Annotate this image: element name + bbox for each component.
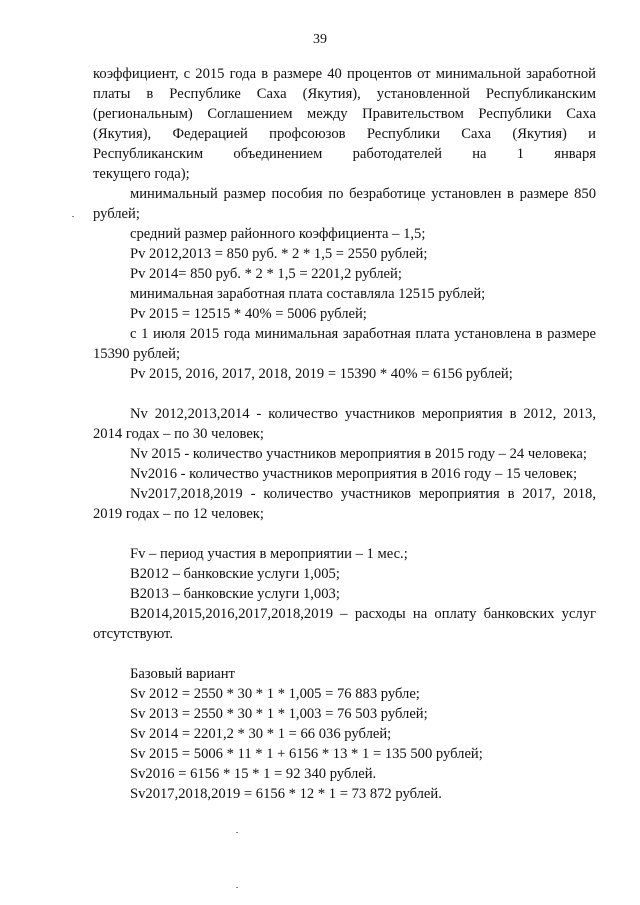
scan-speck (236, 832, 238, 833)
document-body (93, 64, 596, 804)
paragraph-b2012: B2012 – банковские услуги 1,005; (130, 566, 340, 582)
paragraph-coefficient: коэффициент, с 2015 года в размере 40 процентов от минимальной заработной платы в Республике Саха (Якутия), установленной Республиканским (региональным) Соглашением между Правительством Республики Саха (Якутия), Федерацией профсоюзов Республики Саха (Якутия) и Республиканским объединением работодателей на 1 января (93, 66, 596, 162)
paragraph-regional-coefficient: средний размер районного коэффициента – 1,5; (130, 226, 426, 242)
spacer (93, 524, 596, 544)
paragraph-coefficient-tail: текущего года); (93, 166, 190, 182)
scan-speck (236, 887, 238, 888)
formula-sv-2017-2019: Sv2017,2018,2019 = 6156 * 12 * 1 = 73 872 рублей. (130, 786, 442, 802)
paragraph-b2014-2019: B2014,2015,2016,2017,2018,2019 – расходы на оплату банковских услуг отсутствуют. (93, 606, 596, 642)
scan-speck (72, 216, 74, 217)
paragraph-unemployment-benefit: минимальный размер пособия по безработице установлен в размере 850 рублей; (93, 186, 596, 222)
formula-sv-2014: Sv 2014 = 2201,2 * 30 * 1 = 66 036 рублей; (130, 726, 392, 742)
spacer (93, 644, 596, 664)
page-number: 39 (313, 32, 327, 47)
formula-sv-2015: Sv 2015 = 5006 * 11 * 1 + 6156 * 13 * 1 = 135 500 рублей; (130, 746, 483, 762)
formula-sv-2013: Sv 2013 = 2550 * 30 * 1 * 1,003 = 76 503 рублей; (130, 706, 428, 722)
heading-base-variant: Базовый вариант (130, 666, 235, 682)
spacer (93, 384, 596, 404)
paragraph-nv-2017-2019: Nv2017,2018,2019 - количество участников мероприятия в 2017, 2018, 2019 годах – по 12 человек; (93, 486, 596, 522)
paragraph-nv-2016: Nv2016 - количество участников мероприятия в 2016 году – 15 человек; (130, 466, 578, 482)
paragraph-minimum-wage: минимальная заработная плата составляла 12515 рублей; (130, 286, 486, 302)
paragraph-minimum-wage-july: с 1 июля 2015 года минимальная заработная плата установлена в размере 15390 рублей; (93, 326, 596, 362)
paragraph-fv: Fv – период участия в мероприятии – 1 мес.; (130, 546, 408, 562)
paragraph-nv-2012-2014: Nv 2012,2013,2014 - количество участников мероприятия в 2012, 2013, 2014 годах – по 30 человек; (93, 406, 596, 442)
formula-pv-2012-2013: Pv 2012,2013 = 850 руб. * 2 * 1,5 = 2550 рублей; (130, 246, 428, 262)
paragraph-nv-2015: Nv 2015 - количество участников мероприятия в 2015 году – 24 человека; (130, 446, 587, 462)
formula-pv-2014: Pv 2014= 850 руб. * 2 * 1,5 = 2201,2 рублей; (130, 266, 402, 282)
formula-sv-2012: Sv 2012 = 2550 * 30 * 1 * 1,005 = 76 883 рубле; (130, 686, 420, 702)
paragraph-b2013: B2013 – банковские услуги 1,003; (130, 586, 340, 602)
formula-sv-2016: Sv2016 = 6156 * 15 * 1 = 92 340 рублей. (130, 766, 377, 782)
formula-pv-2015: Pv 2015 = 12515 * 40% = 5006 рублей; (130, 306, 367, 322)
formula-pv-2015-2019: Pv 2015, 2016, 2017, 2018, 2019 = 15390 * 40% = 6156 рублей; (130, 366, 513, 382)
